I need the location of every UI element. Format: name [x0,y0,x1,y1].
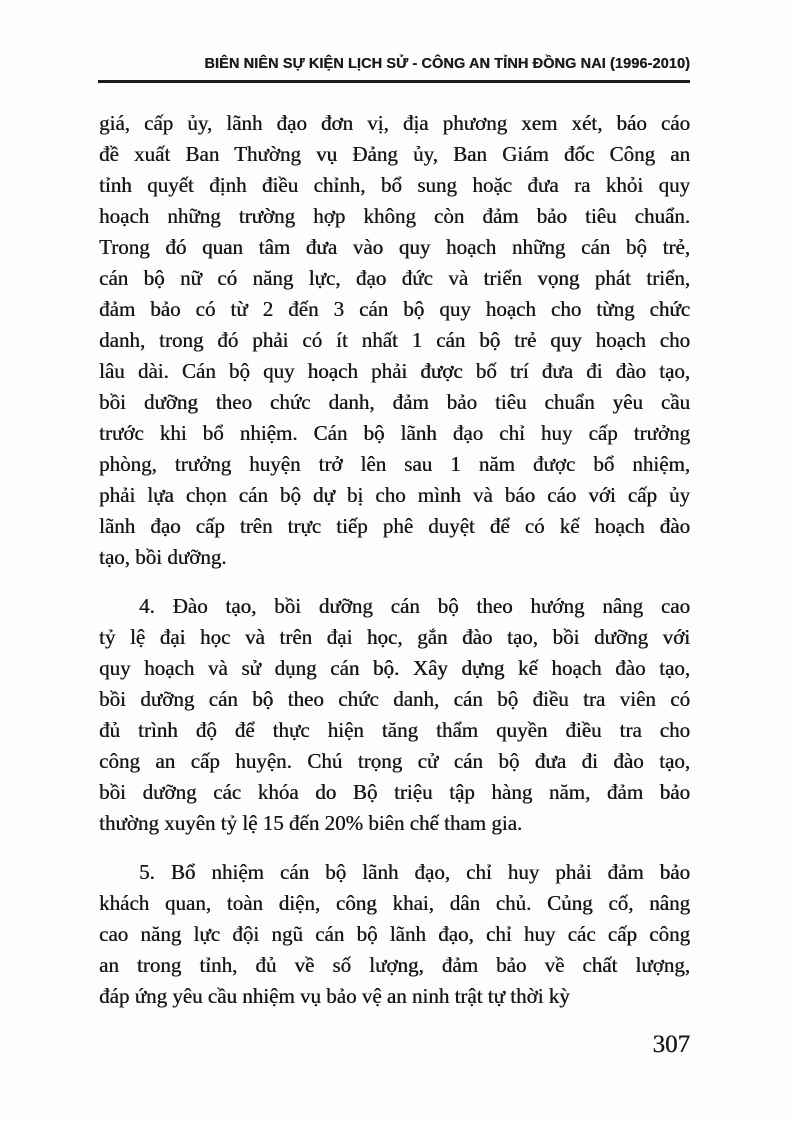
text-line: khách quan, toàn diện, công khai, dân chủ. Củng cố, nâng [99,891,690,915]
text-line: đáp ứng yêu cầu nhiệm vụ bảo vệ an ninh trật tự thời kỳ [99,984,570,1008]
text-line: tỷ lệ đại học và trên đại học, gắn đào tạo, bồi dưỡng với [99,625,690,649]
text-line: đảm bảo có từ 2 đến 3 cán bộ quy hoạch cho từng chức [99,297,690,321]
text-line: bồi dưỡng các khóa do Bộ triệu tập hàng năm, đảm bảo [99,780,690,804]
running-header-title: BIÊN NIÊN SỰ KIỆN LỊCH SỬ - CÔNG AN TỈNH ĐỒNG NAI (1996-2010) [98,54,690,83]
text-line: lâu dài. Cán bộ quy hoạch phải được bố trí đưa đi đào tạo, [99,359,690,383]
text-line: tạo, bồi dưỡng. [99,545,227,569]
document-body [99,108,690,1012]
text-line: cao năng lực đội ngũ cán bộ lãnh đạo, chỉ huy các cấp công [99,922,690,946]
text-line: thường xuyên tỷ lệ 15 đến 20% biên chế tham gia. [99,811,523,835]
text-line: giá, cấp ủy, lãnh đạo đơn vị, địa phương xem xét, báo cáo [99,111,690,135]
text-line: quy hoạch và sử dụng cán bộ. Xây dựng kế hoạch đào tạo, [99,656,690,680]
text-line: bồi dưỡng cán bộ theo chức danh, cán bộ điều tra viên có [99,687,690,711]
text-line: phòng, trưởng huyện trở lên sau 1 năm được bổ nhiệm, [99,452,690,476]
paragraph [99,108,690,573]
text-line: trước khi bổ nhiệm. Cán bộ lãnh đạo chỉ huy cấp trưởng [99,421,690,445]
text-line: bồi dưỡng theo chức danh, đảm bảo tiêu chuẩn yêu cầu [99,390,690,414]
text-line: 4. Đào tạo, bồi dưỡng cán bộ theo hướng nâng cao [139,594,690,618]
text-line: đủ trình độ để thực hiện tăng thẩm quyền điều tra cho [99,718,690,742]
text-line: tỉnh quyết định điều chỉnh, bổ sung hoặc đưa ra khỏi quy [99,173,690,197]
paragraph [99,857,690,1012]
text-line: Trong đó quan tâm đưa vào quy hoạch những cán bộ trẻ, [99,235,690,259]
paragraph [99,591,690,839]
text-line: an trong tỉnh, đủ về số lượng, đảm bảo về chất lượng, [99,953,690,977]
text-line: đề xuất Ban Thường vụ Đảng ủy, Ban Giám đốc Công an [99,142,690,166]
text-line: 5. Bổ nhiệm cán bộ lãnh đạo, chỉ huy phải đảm bảo [139,860,690,884]
text-line: danh, trong đó phải có ít nhất 1 cán bộ trẻ quy hoạch cho [99,328,690,352]
text-line: cán bộ nữ có năng lực, đạo đức và triển vọng phát triển, [99,266,690,290]
text-line: hoạch những trường hợp không còn đảm bảo tiêu chuẩn. [99,204,690,228]
text-line: lãnh đạo cấp trên trực tiếp phê duyệt để có kế hoạch đào [99,514,690,538]
text-line: phải lựa chọn cán bộ dự bị cho mình và báo cáo với cấp ủy [99,483,690,507]
text-line: công an cấp huyện. Chú trọng cử cán bộ đưa đi đào tạo, [99,749,690,773]
page-number: 307 [652,1031,690,1058]
